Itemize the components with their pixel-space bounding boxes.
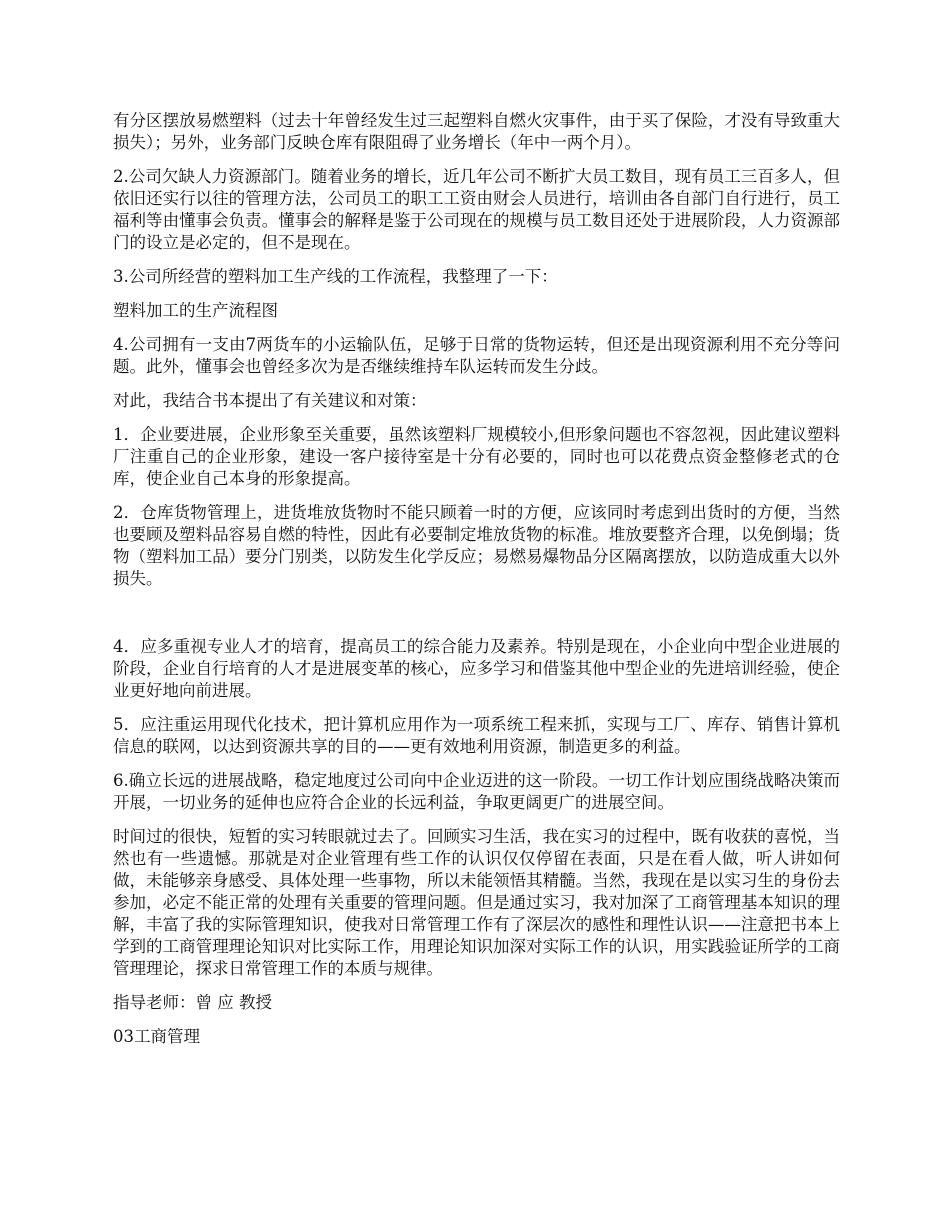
paragraph-suggestions-intro: 对此，我结合书本提出了有关建议和对策： [113, 391, 427, 410]
paragraph-suggestion-2: 2．仓库货物管理上，进货堆放货物时不能只顾着一时的方便，应该同时考虑到出货时的方便，当然也要顾及塑料品容易自燃的特性，因此有必要制定堆放货物的标准。堆放要整齐合理，以免倒塌；货物（塑料加工品）要分门别类，以防发生化学反应；易燃易爆物品分区隔离摆放，以防造成重大以外损失。 [113, 503, 840, 588]
paragraph-suggestion-4: 4．应多重视专业人才的培育，提高员工的综合能力及素养。特别是现在，小企业向中型企业进展的阶段，企业自行培育的人才是进展变革的核心，应多学习和借鉴其他中型企业的先进培训经验，使企业更好地向前进展。 [113, 637, 840, 700]
advisor-line: 指导老师：曾 应 教授 [113, 993, 272, 1012]
paragraph-fire-safety: 有分区摆放易燃塑料（过去十年曾经发生过三起塑料自燃火灾事件，由于买了保险，才没有导致重大损失）；另外，业务部门反映仓库有限阻碍了业务增长（年中一两个月）。 [113, 111, 840, 152]
paragraph-conclusion: 时间过的很快，短暂的实习转眼就过去了。回顾实习生活，我在实习的过程中，既有收获的喜悦，当然也有一些遗憾。那就是对企业管理有些工作的认识仅仅停留在表面，只是在看人做，听人讲如何做，未能够亲身感受、具体处理一些事物，所以未能领悟其精髓。当然，我现在是以实习生的身份去参加，必定不能正常的处理有关重要的管理问题。但是通过实习，我对加深了工商管理基本知识的理解，丰富了我的实际管理知识，使我对日常管理工作有了深层次的感性和理性认识——注意把书本上学到的工商管理理论知识对比实际工作，用理论知识加深对实际工作的认识，用实践验证所学的工商管理理论，探求日常管理工作的本质与规律。 [113, 827, 840, 978]
paragraph-workflow-intro: 3.公司所经营的塑料加工生产线的工作流程，我整理了一下： [113, 267, 558, 286]
class-line: 03工商管理 [113, 1027, 200, 1046]
paragraph-suggestion-5: 5．应注重运用现代化技术，把计算机应用作为一项系统工程来抓，实现与工厂、库存、销售计算机信息的联网，以达到资源共享的目的——更有效地利用资源，制造更多的利益。 [113, 715, 840, 756]
paragraph-suggestion-6: 6.确立长远的进展战略，稳定地度过公司向中企业迈进的这一阶段。一切工作计划应围绕战略决策而开展，一切业务的延伸也应符合企业的长远利益，争取更阔更广的进展空间。 [113, 771, 840, 812]
document-body [113, 110, 840, 1060]
paragraph-transport-fleet: 4.公司拥有一支由7两货车的小运输队伍，足够于日常的货物运转，但还是出现资源利用不充分等问题。此外，懂事会也曾经多次为是否继续维持车队运转而发生分歧。 [113, 335, 840, 376]
paragraph-suggestion-1: 1．企业要进展，企业形象至关重要，虽然该塑料厂规模较小,但形象问题也不容忽视，因此建议塑料厂注重自己的企业形象，建设一客户接待室是十分有必要的，同时也可以花费点资金整修老式的仓库，使企业自己本身的形象提高。 [113, 425, 840, 488]
section-gap [113, 602, 840, 636]
paragraph-flowchart-caption: 塑料加工的生产流程图 [113, 301, 278, 320]
paragraph-hr-department: 2.公司欠缺人力资源部门。随着业务的增长，近几年公司不断扩大员工数目，现有员工三百多人，但依旧还实行以往的管理方法，公司员工的职工工资由财会人员进行，培训由各自部门自行进行，员工福利等由懂事会负责。懂事会的解释是鉴于公司现在的规模与员工数目还处于进展阶段，人力资源部门的设立是必定的，但不是现在。 [113, 167, 840, 252]
